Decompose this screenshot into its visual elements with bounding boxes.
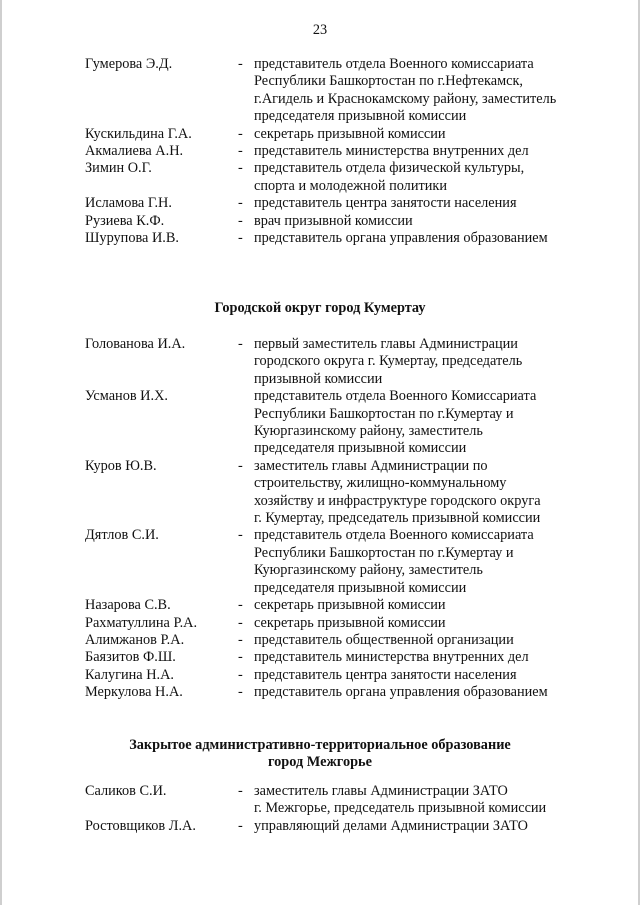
dash-separator: -: [238, 212, 243, 229]
member-name: Дятлов С.И.: [85, 527, 159, 544]
member-row: [85, 388, 585, 458]
member-role: [254, 213, 585, 230]
member-row: [85, 818, 585, 835]
member-row: [85, 336, 585, 388]
member-role: [254, 684, 585, 701]
member-role-line: представитель отдела Военного комиссариата: [254, 527, 534, 544]
section-heading: [0, 300, 640, 317]
dash-separator: -: [238, 195, 243, 212]
dash-separator: -: [238, 666, 243, 683]
member-row: [85, 684, 585, 701]
dash-separator: -: [238, 336, 243, 352]
member-role: [254, 667, 585, 684]
dash-separator: -: [238, 125, 243, 142]
dash-separator: -: [238, 143, 243, 160]
member-role-line: Республики Башкортостан по г.Нефтекамск,: [254, 73, 523, 90]
member-list: [85, 783, 585, 835]
member-name: Акмалиева А.Н.: [85, 143, 184, 160]
member-row: [85, 615, 585, 632]
member-role: [254, 597, 585, 614]
member-name: Куров Ю.В.: [85, 457, 157, 474]
member-row: [85, 527, 585, 597]
member-row: [85, 56, 585, 126]
section-heading-line: Закрытое административно-территориальное образование: [129, 737, 511, 753]
member-role-line: председателя призывной комиссии: [254, 440, 467, 457]
member-role: [254, 230, 585, 247]
member-role: [254, 388, 585, 458]
member-role: [254, 783, 585, 818]
member-role: [254, 527, 585, 597]
member-role-line: призывной комиссии: [254, 370, 383, 387]
dash-separator: -: [238, 783, 243, 799]
dash-separator: -: [238, 527, 243, 544]
member-role-line: представитель общественной организации: [254, 631, 514, 648]
member-name: Голованова И.А.: [85, 336, 186, 352]
dash-separator: -: [238, 457, 243, 474]
member-row: [85, 649, 585, 666]
member-role-line: заместитель главы Администрации по: [254, 457, 488, 474]
member-role: [254, 143, 585, 160]
member-role-line: секретарь призывной комиссии: [254, 597, 446, 614]
member-role-line: Республики Башкортостан по г.Кумертау и: [254, 405, 514, 422]
section-heading-line: Городской округ город Кумертау: [214, 300, 426, 316]
member-name: Гумерова Э.Д.: [85, 56, 173, 72]
member-row: [85, 667, 585, 684]
member-row: [85, 143, 585, 160]
member-role-line: заместитель главы Администрации ЗАТО: [254, 783, 508, 799]
member-role-line: управляющий делами Администрации ЗАТО: [254, 817, 528, 834]
dash-separator: -: [238, 230, 243, 247]
member-role-line: врач призывной комиссии: [254, 212, 413, 229]
member-name: Калугина Н.А.: [85, 666, 174, 683]
member-list: [85, 336, 585, 702]
dash-separator: -: [238, 649, 243, 666]
member-name: Саликов С.И.: [85, 783, 167, 799]
member-role: [254, 195, 585, 212]
member-name: Кускильдина Г.А.: [85, 125, 192, 142]
member-role: [254, 458, 585, 528]
member-role-line: городского округа г. Кумертау, председатель: [254, 353, 523, 370]
member-role-line: спорта и молодежной политики: [254, 177, 447, 194]
dash-separator: -: [238, 817, 243, 834]
member-role-line: Республики Башкортостан по г.Кумертау и: [254, 544, 514, 561]
member-name: Рахматуллина Р.А.: [85, 614, 198, 631]
member-role-line: представитель органа управления образованием: [254, 684, 548, 701]
member-row: [85, 126, 585, 143]
member-role-line: представитель центра занятости населения: [254, 195, 517, 212]
member-role: [254, 615, 585, 632]
member-role: [254, 649, 585, 666]
member-role-line: Куюргазинскому району, заместитель: [254, 562, 483, 579]
member-role: [254, 336, 585, 388]
member-list: [85, 56, 585, 247]
dash-separator: -: [238, 684, 243, 701]
member-name: Исламова Г.Н.: [85, 195, 172, 212]
member-name: Назарова С.В.: [85, 597, 171, 614]
member-role-line: представитель отдела Военного Комиссариата: [254, 388, 537, 405]
member-role-line: представитель министерства внутренних дел: [254, 143, 529, 160]
member-role: [254, 126, 585, 143]
member-name: Меркулова Н.А.: [85, 684, 183, 701]
member-name: Рузиева К.Ф.: [85, 212, 165, 229]
member-name: Баязитов Ф.Ш.: [85, 649, 176, 666]
member-role-line: представитель органа управления образованием: [254, 230, 548, 247]
member-role-line: г.Агидель и Краснокамскому району, заместитель: [254, 90, 557, 107]
member-role-line: строительству, жилищно-коммунальному: [254, 475, 507, 492]
member-role-line: секретарь призывной комиссии: [254, 125, 446, 142]
member-row: [85, 195, 585, 212]
dash-separator: -: [238, 614, 243, 631]
member-role: [254, 818, 585, 835]
member-role: [254, 160, 585, 195]
member-role-line: представитель отдела физической культуры,: [254, 160, 525, 177]
section-heading: [0, 737, 640, 772]
member-role-line: первый заместитель главы Администрации: [254, 336, 518, 352]
section-heading-line: город Межгорье: [268, 754, 372, 771]
member-role-line: Куюргазинскому району, заместитель: [254, 423, 483, 440]
member-row: [85, 213, 585, 230]
member-role-line: представитель отдела Военного комиссариата: [254, 56, 534, 72]
member-role-line: представитель министерства внутренних дел: [254, 649, 529, 666]
dash-separator: -: [238, 56, 243, 72]
page-number: 23: [312, 22, 328, 38]
member-role: [254, 632, 585, 649]
member-name: Усманов И.Х.: [85, 388, 168, 405]
member-row: [85, 230, 585, 247]
member-row: [85, 458, 585, 528]
member-name: Ростовщиков Л.А.: [85, 817, 196, 834]
member-role-line: хозяйству и инфраструктуре городского округа: [254, 492, 541, 509]
member-role: [254, 56, 585, 126]
dash-separator: -: [238, 631, 243, 648]
member-role-line: г. Межгорье, председатель призывной комиссии: [254, 800, 547, 817]
dash-separator: -: [238, 597, 243, 614]
member-row: [85, 632, 585, 649]
member-role-line: представитель центра занятости населения: [254, 666, 517, 683]
member-row: [85, 783, 585, 818]
dash-separator: -: [238, 160, 243, 177]
member-row: [85, 597, 585, 614]
member-role-line: секретарь призывной комиссии: [254, 614, 446, 631]
member-role-line: председателя призывной комиссии: [254, 579, 467, 596]
member-name: Зимин О.Г.: [85, 160, 152, 177]
member-role-line: председателя призывной комиссии: [254, 108, 467, 125]
member-name: Шурупова И.В.: [85, 230, 179, 247]
member-role-line: г. Кумертау, председатель призывной комиссии: [254, 510, 541, 527]
member-name: Алимжанов Р.А.: [85, 631, 185, 648]
member-row: [85, 160, 585, 195]
